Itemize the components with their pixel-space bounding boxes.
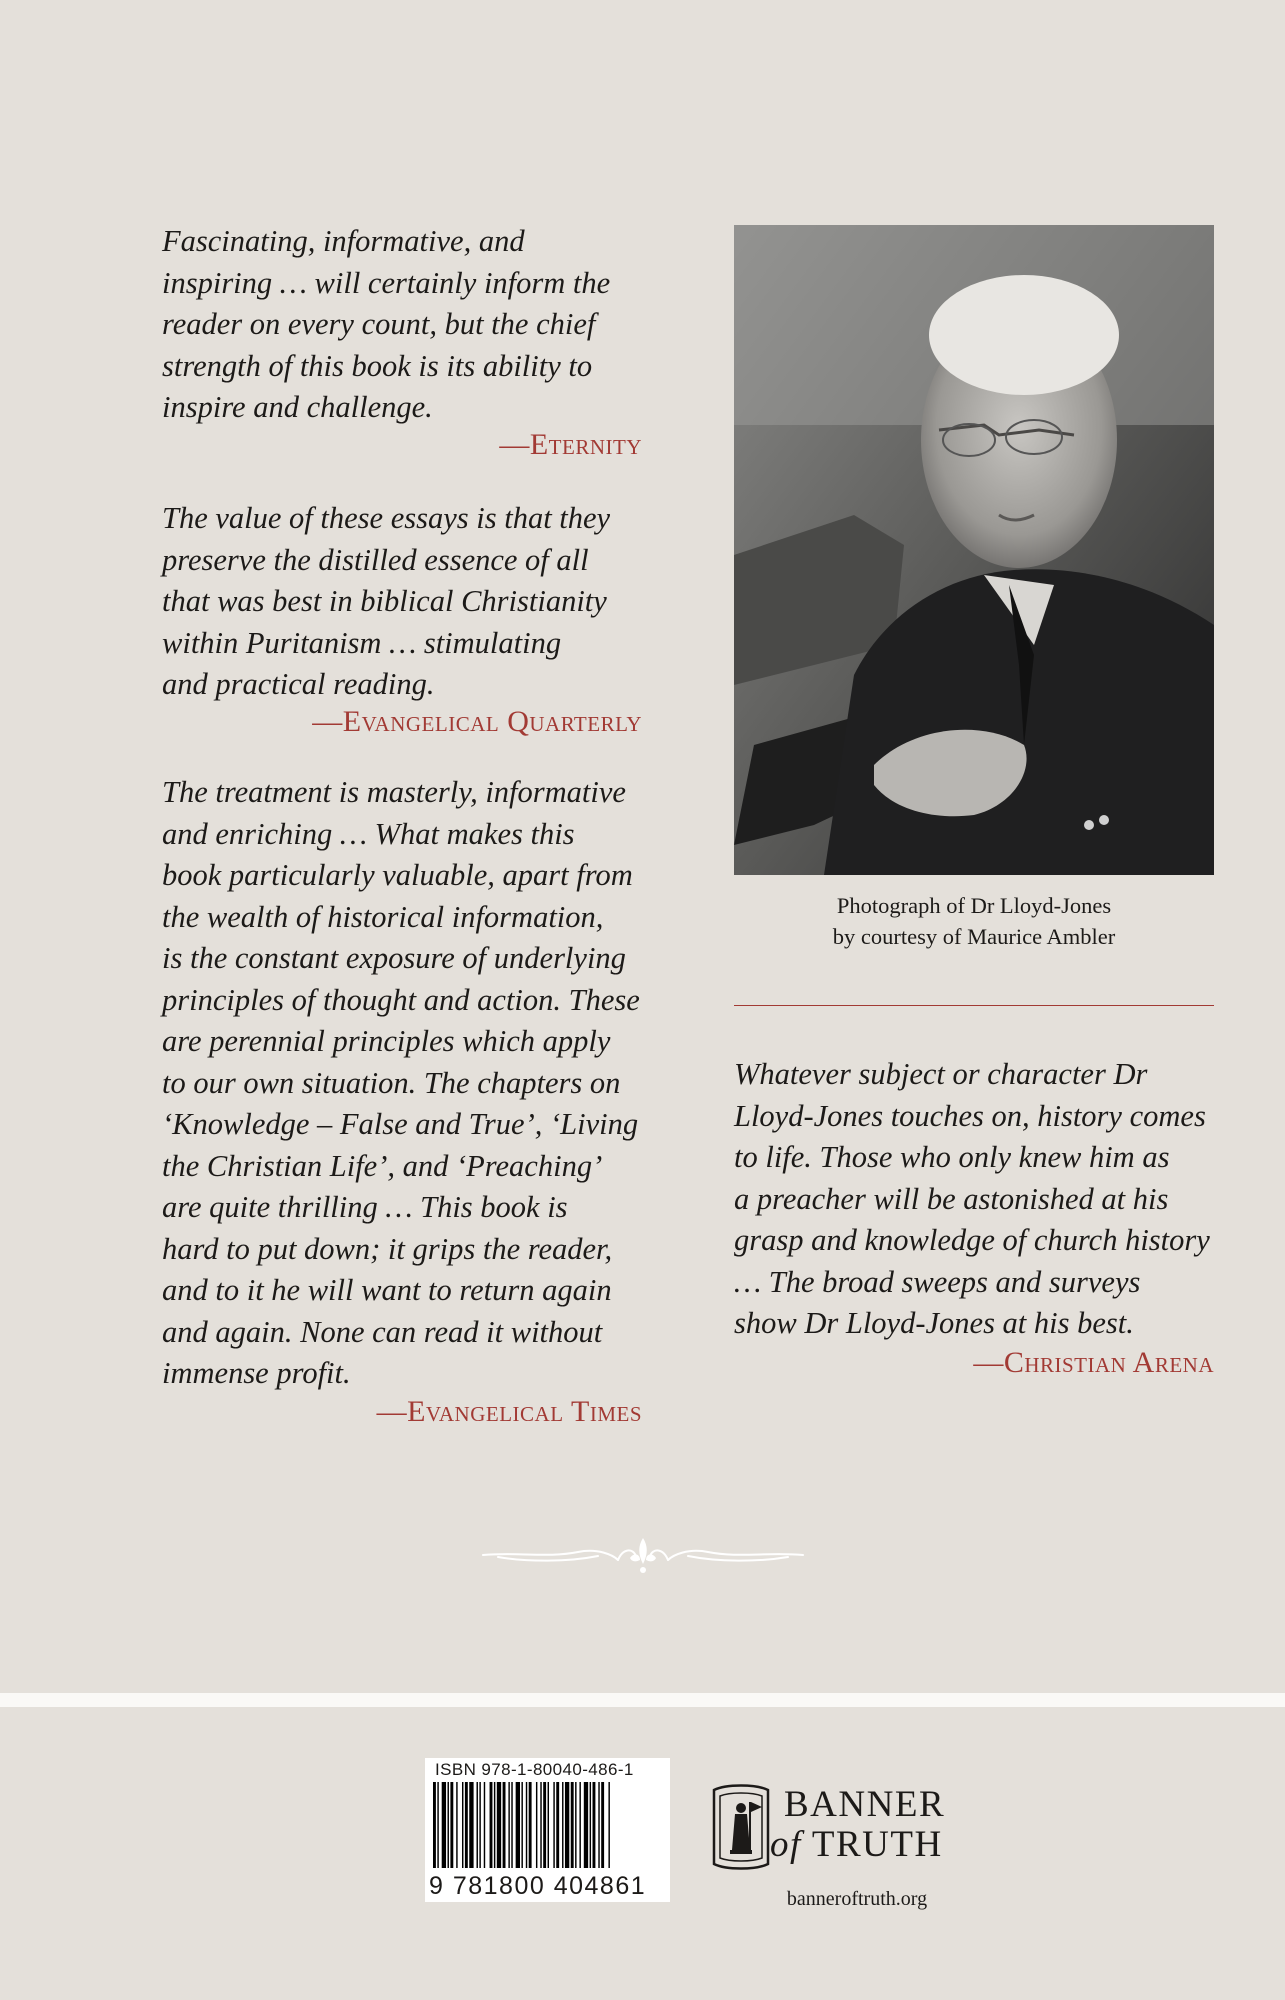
quote-line: a preacher will be astonished at his	[734, 1181, 1169, 1216]
barcode-bar	[590, 1782, 591, 1868]
quote-line: Lloyd-Jones touches on, history comes	[734, 1098, 1206, 1133]
photo-caption-line-1: Photograph of Dr Lloyd-Jones	[836, 893, 1112, 918]
barcode-bar	[456, 1782, 457, 1868]
barcode-bar	[579, 1782, 580, 1868]
barcode-bars	[431, 1782, 663, 1872]
quote-line: inspiring … will certainly inform the	[162, 265, 611, 300]
quote-line: and enriching … What makes this	[162, 816, 575, 851]
barcode-bar	[508, 1782, 509, 1868]
barcode-bar	[553, 1782, 554, 1868]
quote-line: reader on every count, but the chief	[162, 307, 596, 341]
photograph-image	[734, 225, 1214, 875]
quote-line: ‘Knowledge – False and True’, ‘Living	[162, 1107, 639, 1141]
barcode-bar	[584, 1782, 588, 1868]
publisher-name-of-truth	[770, 1825, 943, 1865]
barcode-bar	[593, 1782, 596, 1868]
barcode-bar	[465, 1782, 468, 1868]
barcode-bar	[442, 1782, 446, 1868]
barcode-bar	[562, 1782, 563, 1868]
review-evangelical-quarterly-text	[162, 498, 652, 706]
barcode-bar	[521, 1782, 522, 1868]
quote-line: Whatever subject or character Dr	[734, 1057, 1148, 1091]
quote-line: and to it he will want to return again	[162, 1273, 612, 1307]
isbn-label: ISBN 978-1-80040-486-1	[435, 1760, 634, 1779]
barcode-bar	[548, 1782, 549, 1868]
quote-line: and practical reading.	[162, 667, 435, 701]
quote-line: The value of these essays is that they	[162, 501, 611, 535]
publisher-name-truth: TRUTH	[811, 1824, 943, 1865]
barcode-bar	[450, 1782, 453, 1868]
barcode-bar	[477, 1782, 478, 1868]
barcode-bar	[484, 1782, 485, 1868]
decorative-flourish-icon	[478, 1530, 808, 1580]
divider-rule	[734, 1005, 1214, 1006]
quote-line: the wealth of historical information,	[162, 899, 604, 934]
barcode-bar	[494, 1782, 495, 1868]
quote-line: are perennial principles which apply	[162, 1024, 611, 1058]
barcode-bar	[448, 1782, 449, 1868]
barcode-bar	[536, 1782, 537, 1868]
isbn-barcode	[425, 1758, 670, 1902]
barcode-digits: 9 781800 404861	[429, 1872, 647, 1900]
photo-caption-line-2: by courtesy of Maurice Ambler	[832, 924, 1116, 949]
quote-line: and again. None can read it without	[162, 1314, 603, 1349]
publisher-name-of: of	[770, 1824, 802, 1865]
barcode-bar	[608, 1782, 609, 1868]
barcode-bar	[469, 1782, 473, 1868]
quote-line: the Christian Life’, and ‘Preaching’	[162, 1148, 603, 1183]
quote-line: to life. Those who only knew him as	[734, 1140, 1170, 1174]
quote-line: within Puritanism … stimulating	[162, 625, 562, 660]
barcode-bar	[575, 1782, 576, 1868]
cover-band	[0, 1693, 1285, 1707]
quote-line: to our own situation. The chapters on	[162, 1065, 621, 1100]
barcode-bar	[497, 1782, 501, 1868]
review-source-evangelical-times: —Evangelical Times	[376, 1395, 642, 1428]
quote-line: Fascinating, informative, and	[162, 224, 525, 258]
quote-line: that was best in biblical Christianity	[162, 584, 607, 618]
barcode-bar	[598, 1782, 599, 1868]
barcode-bar	[462, 1782, 463, 1868]
banner-of-truth-logo-icon	[706, 1780, 776, 1880]
publisher-url: banneroftruth.org	[786, 1888, 928, 1910]
quote-line: are quite thrilling … This book is	[162, 1190, 568, 1224]
barcode-bar	[565, 1782, 569, 1868]
review-source-eternity: —Eternity	[499, 428, 642, 461]
quote-line: hard to put down; it grips the reader,	[162, 1231, 613, 1266]
barcode-bar	[543, 1782, 546, 1868]
publisher-name-banner: BANNER	[784, 1784, 946, 1825]
barcode-bar	[490, 1782, 493, 1868]
quote-line: preserve the distilled essence of all	[162, 542, 589, 577]
review-eternity-text	[162, 221, 652, 429]
quote-line: book particularly valuable, apart from	[162, 858, 633, 892]
barcode-bar	[601, 1782, 604, 1868]
quote-line: The treatment is masterly, informative	[162, 775, 626, 809]
barcode-bar	[433, 1782, 436, 1868]
quote-line: immense profit.	[162, 1356, 351, 1390]
barcode-bar	[540, 1782, 541, 1868]
barcode-bar	[516, 1782, 520, 1868]
barcode-bar	[556, 1782, 559, 1868]
review-source-christian-arena: —Christian Arena	[973, 1346, 1214, 1379]
barcode-bar	[571, 1782, 574, 1868]
review-christian-arena-text	[734, 1054, 1234, 1345]
barcode-bar	[529, 1782, 532, 1868]
quote-line: is the constant exposure of underlying	[162, 941, 626, 975]
quote-line: show Dr Lloyd-Jones at his best.	[734, 1306, 1134, 1340]
barcode-bar	[503, 1782, 506, 1868]
quote-line: inspire and challenge.	[162, 390, 433, 424]
quote-line: grasp and knowledge of church history	[734, 1223, 1210, 1257]
review-evangelical-times-text	[162, 772, 652, 1395]
quote-line: … The broad sweeps and surveys	[734, 1264, 1141, 1299]
barcode-bar	[437, 1782, 438, 1868]
barcode-bar	[511, 1782, 512, 1868]
author-photograph	[734, 225, 1214, 875]
review-source-evangelical-quarterly: —Evangelical Quarterly	[312, 705, 642, 738]
quote-line: strength of this book is its ability to	[162, 348, 593, 383]
barcode-bar	[526, 1782, 527, 1868]
barcode-bar	[479, 1782, 480, 1868]
quote-line: principles of thought and action. These	[162, 982, 640, 1017]
